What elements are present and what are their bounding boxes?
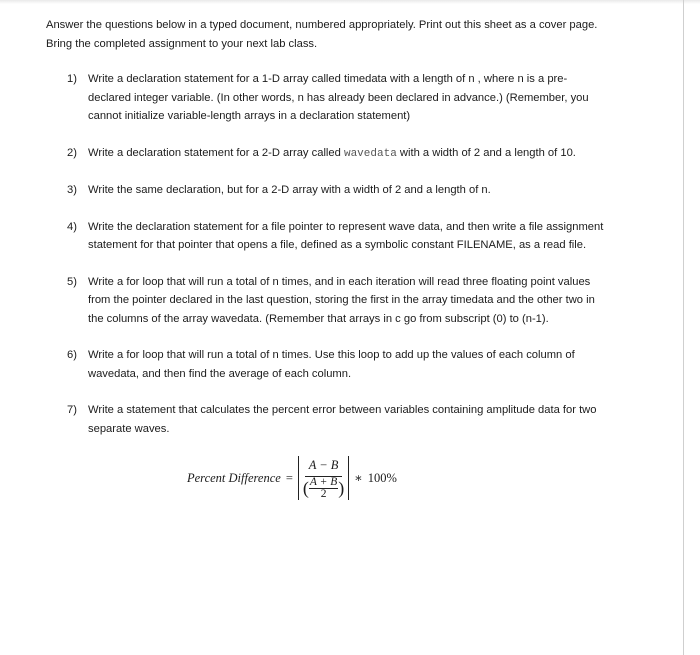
top-strip [0, 0, 700, 4]
question-text: Write the same declaration, but for a 2-D array with a width of 2 and a length of n. [88, 184, 491, 196]
instructions-paragraph: Answer the questions below in a typed document, numbered appropriately. Print out this sheet as a cover page. Bring the completed assignment to your next lab class. [46, 19, 598, 50]
question-text: Write a declaration statement for a 1-D array called timedata with a length of n , where n is a pre-declared integer variable. (In other words, n has already been declared in advance.) (Remember, you cannot initialize variable-length arrays in a declaration statement) [88, 73, 589, 122]
open-paren: ( [302, 478, 309, 499]
question-text: Write a for loop that will run a total of n times, and in each iteration will read three floating point values from the pointer declared in the last question, storing the first in the array timedata and the other two in the columns of the array wavedata. (Remember that arrays in c go from subscript (0) to (n-1). [88, 275, 595, 325]
inner-numerator: A + B [309, 475, 338, 488]
question-number: 4) [67, 220, 77, 233]
question-text-start: Write a declaration statement for a 2-D array called [88, 146, 344, 159]
question-item [46, 218, 606, 255]
formula-equals: = [285, 470, 293, 485]
question-item [46, 70, 606, 126]
question-number: 6) [67, 349, 77, 361]
main-fraction [303, 456, 344, 500]
formula-multiply: ∗ [354, 470, 363, 485]
question-text-end: with a width of 2 and a length of 10. [396, 146, 576, 159]
formula-denominator [303, 477, 344, 500]
formula-lhs: Percent Difference [187, 470, 281, 485]
assignment-sheet [46, 16, 606, 500]
formula-percent: 100% [367, 470, 397, 485]
question-item [46, 346, 606, 383]
question-text: Write the declaration statement for a file pointer to represent wave data, and then write a file assignment statement for that pointer that opens a file, defined as a symbolic constant FILENAME, as a read file. [88, 220, 604, 251]
inner-fraction [309, 477, 338, 500]
question-number: 2) [67, 146, 77, 159]
close-paren: ) [338, 478, 345, 499]
absolute-value-bars [298, 456, 349, 500]
question-number: 5) [67, 275, 77, 288]
question-item [46, 401, 606, 438]
code-identifier: wavedata [343, 147, 397, 160]
inner-denominator: 2 [320, 487, 327, 500]
percent-difference-formula [187, 456, 606, 500]
question-list [46, 70, 606, 438]
question-item [46, 273, 606, 329]
formula-numerator: A − B [305, 456, 343, 477]
page-edge-line [683, 0, 684, 655]
question-text: Write a statement that calculates the percent error between variables containing amplitude data for two separate waves. [88, 404, 597, 435]
question-number: 1) [67, 73, 77, 85]
question-text: Write a for loop that will run a total of n times. Use this loop to add up the values of each column of wavedata, and then find the average of each column. [88, 349, 575, 380]
question-item [46, 144, 606, 164]
question-number: 3) [67, 184, 77, 196]
question-item [46, 181, 606, 200]
question-number: 7) [67, 404, 77, 416]
